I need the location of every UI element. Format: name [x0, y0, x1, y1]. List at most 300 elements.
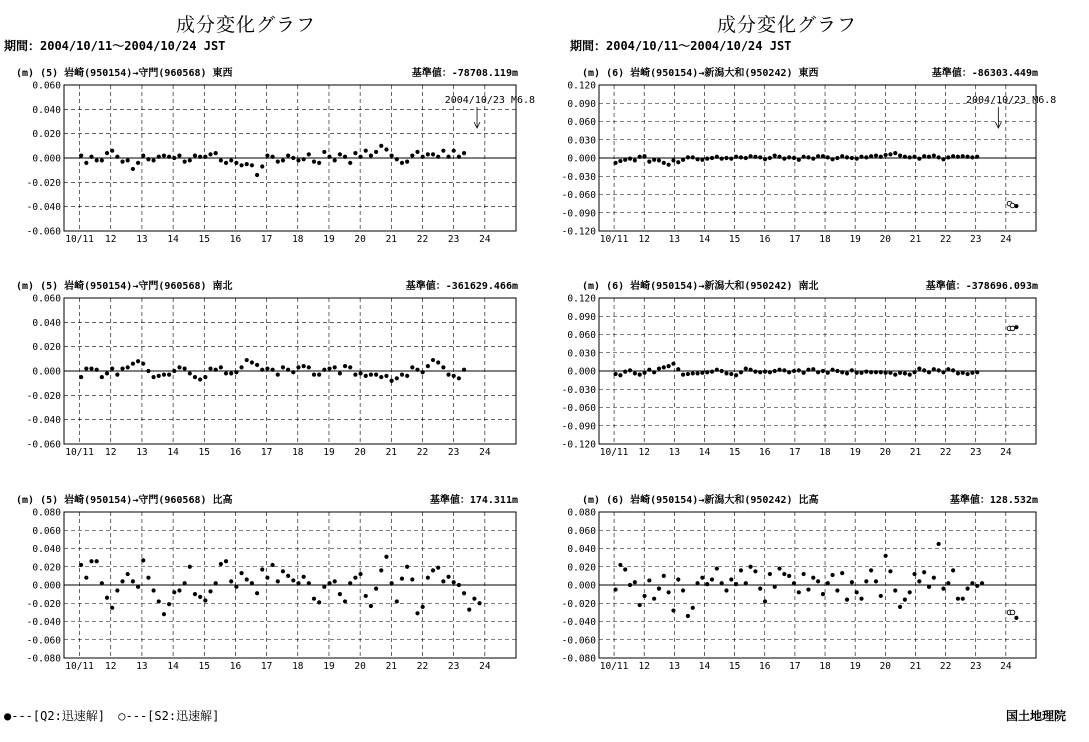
x-tick-label: 21	[385, 234, 398, 245]
data-point	[446, 155, 450, 159]
data-point	[95, 158, 99, 162]
x-tick-label: 20	[879, 447, 892, 458]
data-point	[802, 371, 806, 375]
y-tick-label: -0.040	[26, 202, 61, 214]
data-point	[700, 576, 704, 580]
data-point	[193, 153, 197, 157]
x-tick-label: 14	[167, 447, 179, 458]
data-point	[898, 371, 902, 375]
data-point	[720, 157, 724, 161]
data-point	[691, 155, 695, 159]
data-point	[177, 588, 181, 592]
x-tick-label: 10/11	[599, 661, 629, 672]
x-tick-label: 24	[1000, 234, 1012, 245]
data-point	[912, 370, 916, 374]
x-tick-label: 15	[728, 234, 741, 245]
data-point	[198, 595, 202, 599]
data-point	[811, 157, 815, 161]
data-point	[724, 156, 728, 160]
data-point	[744, 156, 748, 160]
data-point	[172, 156, 176, 160]
data-point	[472, 597, 476, 601]
data-point	[400, 373, 404, 377]
data-point	[239, 163, 243, 167]
data-point	[633, 371, 637, 375]
data-point	[364, 374, 368, 378]
data-point	[198, 155, 202, 159]
data-point	[826, 155, 830, 159]
data-point	[821, 369, 825, 373]
data-point	[79, 153, 83, 157]
data-point	[110, 366, 114, 370]
data-point	[734, 582, 738, 586]
data-point	[782, 572, 786, 576]
data-point	[390, 581, 394, 585]
title-right: 成分変化グラフ	[717, 14, 858, 36]
data-point	[748, 154, 752, 158]
data-point	[729, 372, 733, 376]
data-point	[452, 149, 456, 153]
data-point	[720, 581, 724, 585]
data-point	[338, 592, 342, 596]
data-point	[193, 375, 197, 379]
legend	[4, 707, 219, 724]
data-point	[787, 574, 791, 578]
chart-base-value: 基準値：174.311m	[429, 495, 518, 506]
data-point	[821, 592, 825, 596]
data-point	[715, 566, 719, 570]
data-point	[421, 155, 425, 159]
data-point	[177, 365, 181, 369]
data-point	[777, 368, 781, 372]
data-point	[250, 581, 254, 585]
x-tick-label: 22	[416, 661, 429, 672]
x-tick-label: 13	[668, 447, 681, 458]
data-point	[773, 585, 777, 589]
data-point	[338, 371, 342, 375]
data-point	[255, 173, 259, 177]
x-tick-label: 13	[668, 234, 681, 245]
x-tick-label: 19	[849, 447, 861, 458]
data-point	[271, 368, 275, 372]
data-point	[136, 161, 140, 165]
data-point	[410, 365, 414, 369]
data-point	[271, 563, 275, 567]
data-point	[234, 370, 238, 374]
data-point	[441, 365, 445, 369]
data-point	[908, 155, 912, 159]
data-point	[146, 157, 150, 161]
x-tick-label: 17	[789, 234, 801, 245]
data-point	[426, 152, 430, 156]
data-point	[710, 577, 714, 581]
data-point	[888, 569, 892, 573]
data-point	[956, 155, 960, 159]
data-point	[239, 365, 243, 369]
data-point	[845, 371, 849, 375]
data-point	[333, 579, 337, 583]
data-point	[874, 153, 878, 157]
data-point	[286, 153, 290, 157]
data-point	[869, 370, 873, 374]
data-point	[859, 371, 863, 375]
data-point	[333, 158, 337, 162]
data-point	[903, 371, 907, 375]
y-tick-label: 0.040	[32, 317, 61, 329]
x-tick-label: 24	[479, 234, 491, 245]
data-point	[1014, 616, 1018, 620]
data-point	[234, 585, 238, 589]
data-point	[276, 579, 280, 583]
data-point	[229, 158, 233, 162]
data-point	[980, 581, 984, 585]
y-tick-label: 0.000	[32, 366, 61, 378]
data-point	[671, 608, 675, 612]
data-point	[379, 568, 383, 572]
x-tick-label: 16	[229, 661, 242, 672]
data-point	[657, 158, 661, 162]
y-tick-label: 0.080	[32, 507, 61, 519]
data-point	[864, 370, 868, 374]
data-point	[390, 153, 394, 157]
data-point-open	[1010, 203, 1015, 208]
data-point	[937, 542, 941, 546]
y-tick-label: -0.040	[561, 617, 596, 628]
data-point	[281, 158, 285, 162]
data-point	[613, 587, 617, 591]
data-point	[777, 155, 781, 159]
x-tick-label: 21	[909, 661, 922, 672]
data-point	[965, 372, 969, 376]
chart-header: (m) (5) 岩崎(950154)→守門(960568) 南北	[16, 281, 233, 292]
y-tick-label: 0.020	[32, 129, 61, 141]
data-point	[203, 155, 207, 159]
data-point	[613, 372, 617, 376]
data-point	[84, 161, 88, 165]
data-point	[457, 583, 461, 587]
chart-header: (m) (5) 岩崎(950154)→守門(960568) 東西	[16, 68, 233, 79]
data-point	[869, 154, 873, 158]
data-point	[322, 150, 326, 154]
y-tick-label: -0.060	[561, 403, 596, 414]
data-point	[353, 576, 357, 580]
data-point	[384, 374, 388, 378]
x-tick-label: 18	[819, 447, 831, 458]
x-tick-label: 19	[323, 661, 335, 672]
chart-base-value: 基準値：-86303.449m	[931, 68, 1038, 79]
data-point	[410, 153, 414, 157]
data-point	[700, 158, 704, 162]
data-point	[105, 596, 109, 600]
data-point	[317, 600, 321, 604]
data-point	[265, 576, 269, 580]
x-tick-label: 20	[879, 661, 892, 672]
data-point	[219, 158, 223, 162]
y-tick-label: -0.060	[26, 226, 61, 238]
data-point	[695, 371, 699, 375]
data-point	[961, 154, 965, 158]
data-point	[307, 581, 311, 585]
data-point	[806, 368, 810, 372]
data-point	[426, 576, 430, 580]
data-point	[638, 373, 642, 377]
chart-base-value: 基準値：-378696.093m	[925, 281, 1038, 292]
data-point	[739, 155, 743, 159]
data-point	[884, 554, 888, 558]
data-point	[835, 156, 839, 160]
data-point	[276, 373, 280, 377]
x-tick-label: 21	[909, 447, 922, 458]
data-point	[671, 362, 675, 366]
data-point	[946, 581, 950, 585]
data-point	[384, 147, 388, 151]
data-point	[667, 163, 671, 167]
data-point	[662, 365, 666, 369]
x-tick-label: 24	[1000, 447, 1012, 458]
x-tick-label: 17	[789, 661, 801, 672]
data-point	[628, 157, 632, 161]
data-point	[768, 156, 772, 160]
data-point	[400, 161, 404, 165]
data-point	[652, 597, 656, 601]
data-point	[136, 585, 140, 589]
data-point	[214, 368, 218, 372]
data-point-open	[1010, 610, 1015, 615]
data-point	[79, 563, 83, 567]
y-tick-label: 0.000	[32, 580, 61, 592]
data-point	[777, 566, 781, 570]
x-tick-label: 21	[909, 234, 922, 245]
data-point	[250, 360, 254, 364]
data-point	[120, 579, 124, 583]
data-point	[431, 358, 435, 362]
data-point	[358, 572, 362, 576]
data-point	[369, 153, 373, 157]
x-tick-label: 19	[849, 661, 861, 672]
data-point	[369, 604, 373, 608]
data-point	[888, 152, 892, 156]
data-point	[739, 370, 743, 374]
data-point	[715, 155, 719, 159]
x-tick-label: 10/11	[65, 661, 94, 672]
data-point	[676, 160, 680, 164]
data-point	[888, 371, 892, 375]
data-point	[452, 374, 456, 378]
data-point	[162, 153, 166, 157]
y-tick-label: -0.090	[561, 208, 596, 220]
data-point	[951, 368, 955, 372]
x-tick-label: 23	[969, 234, 982, 245]
data-point	[312, 373, 316, 377]
data-point	[255, 591, 259, 595]
data-point	[146, 369, 150, 373]
data-point	[927, 585, 931, 589]
y-tick-label: -0.090	[561, 421, 596, 433]
data-point	[686, 372, 690, 376]
data-point	[710, 156, 714, 160]
data-point	[89, 155, 93, 159]
data-point	[167, 373, 171, 377]
data-point	[729, 157, 733, 161]
chart-header: (m) (6) 岩崎(950154)→新潟大和(950242) 東西	[582, 68, 819, 79]
data-point	[748, 565, 752, 569]
data-point	[850, 156, 854, 160]
data-point	[773, 153, 777, 157]
chart-panel-5	[16, 493, 518, 672]
chart-panel-4	[562, 279, 1038, 458]
y-tick-label: -0.120	[561, 226, 596, 238]
data-point	[676, 367, 680, 371]
data-point	[845, 155, 849, 159]
data-point	[758, 370, 762, 374]
chart-panel-2	[562, 66, 1057, 245]
y-tick-label: -0.030	[561, 171, 596, 183]
data-point	[893, 373, 897, 377]
data-point	[647, 578, 651, 582]
y-tick-label: 0.090	[567, 311, 596, 323]
data-point	[763, 599, 767, 603]
chart-panel-3	[16, 279, 518, 458]
data-point	[151, 588, 155, 592]
data-point	[618, 159, 622, 163]
data-point	[245, 162, 249, 166]
data-point	[364, 149, 368, 153]
data-point	[884, 371, 888, 375]
data-point	[421, 370, 425, 374]
data-point	[864, 579, 868, 583]
data-point	[198, 377, 202, 381]
data-point	[802, 572, 806, 576]
data-point	[922, 368, 926, 372]
chart-base-value: 基準値：-78708.119m	[411, 68, 518, 79]
data-point	[686, 155, 690, 159]
data-point	[970, 581, 974, 585]
data-point	[686, 614, 690, 618]
data-point	[353, 151, 357, 155]
data-point	[245, 358, 249, 362]
data-point	[162, 373, 166, 377]
data-point	[131, 579, 135, 583]
x-tick-label: 24	[479, 661, 491, 672]
x-tick-label: 12	[638, 661, 650, 672]
x-tick-label: 17	[260, 447, 273, 458]
data-point	[946, 155, 950, 159]
y-tick-label: -0.080	[26, 653, 61, 665]
data-point	[681, 588, 685, 592]
data-point	[975, 155, 979, 159]
data-point	[260, 164, 264, 168]
y-tick-label: 0.020	[32, 562, 61, 574]
data-point	[374, 587, 378, 591]
data-point	[193, 592, 197, 596]
period-right: 期間：2004/10/11～2004/10/24 JST	[570, 39, 792, 53]
data-point	[941, 370, 945, 374]
data-point	[845, 598, 849, 602]
data-point	[623, 158, 627, 162]
y-tick-label: 0.060	[567, 330, 596, 341]
data-point	[797, 158, 801, 162]
data-point	[917, 579, 921, 583]
data-point	[855, 157, 859, 161]
x-tick-label: 24	[1000, 661, 1012, 672]
data-point	[855, 590, 859, 594]
y-tick-label: 0.120	[567, 80, 596, 92]
y-tick-label: 0.080	[567, 507, 596, 519]
data-point	[167, 155, 171, 159]
data-point	[327, 366, 331, 370]
data-point	[265, 366, 269, 370]
data-point	[623, 567, 627, 571]
data-point	[317, 373, 321, 377]
data-point	[903, 155, 907, 159]
data-point	[826, 581, 830, 585]
x-tick-label: 18	[819, 661, 831, 672]
data-point	[436, 155, 440, 159]
data-point	[1014, 325, 1018, 329]
chart-header: (m) (6) 岩崎(950154)→新潟大和(950242) 比高	[582, 495, 819, 506]
data-point	[348, 161, 352, 165]
data-point	[462, 591, 466, 595]
x-tick-label: 19	[323, 234, 335, 245]
data-point	[638, 603, 642, 607]
y-tick-label: 0.000	[567, 153, 596, 165]
data-point	[462, 151, 466, 155]
data-point	[705, 582, 709, 586]
data-point	[859, 597, 863, 601]
data-point	[869, 568, 873, 572]
data-point	[203, 598, 207, 602]
x-tick-label: 17	[260, 661, 273, 672]
data-point	[255, 363, 259, 367]
y-tick-label: -0.060	[561, 190, 596, 201]
data-point	[203, 375, 207, 379]
data-point	[816, 154, 820, 158]
data-point	[89, 366, 93, 370]
data-point	[369, 373, 373, 377]
data-point	[917, 366, 921, 370]
data-point	[768, 370, 772, 374]
data-point	[229, 371, 233, 375]
data-point	[312, 597, 316, 601]
x-tick-label: 10/11	[599, 447, 629, 458]
chart-panel-1	[16, 66, 535, 245]
data-point	[908, 373, 912, 377]
data-point	[120, 160, 124, 164]
data-point	[296, 158, 300, 162]
x-tick-label: 18	[292, 661, 304, 672]
data-point	[452, 580, 456, 584]
data-point	[816, 579, 820, 583]
x-tick-label: 22	[939, 234, 952, 245]
data-point	[188, 565, 192, 569]
data-point	[338, 152, 342, 156]
data-point	[951, 154, 955, 158]
x-tick-label: 20	[879, 234, 892, 245]
data-point	[884, 153, 888, 157]
data-point	[353, 373, 357, 377]
data-point	[806, 155, 810, 159]
data-point	[879, 155, 883, 159]
data-point	[302, 364, 306, 368]
data-point	[291, 578, 295, 582]
data-point	[956, 371, 960, 375]
data-point	[214, 581, 218, 585]
data-point	[374, 150, 378, 154]
data-point	[100, 375, 104, 379]
data-point	[214, 151, 218, 155]
data-point	[172, 590, 176, 594]
data-point	[782, 368, 786, 372]
